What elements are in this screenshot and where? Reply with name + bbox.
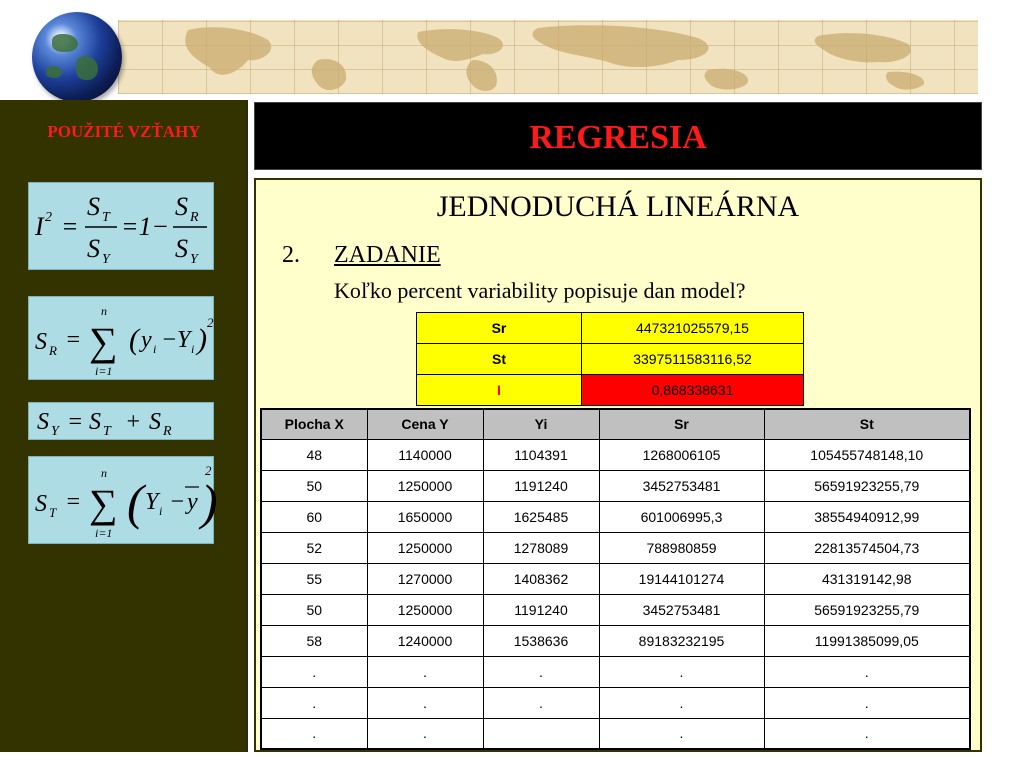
table-row — [261, 687, 970, 718]
table-cell: . — [261, 718, 367, 749]
summary-row-result — [417, 375, 804, 406]
svg-text:2: 2 — [205, 463, 212, 478]
formula-total-decomposition — [28, 402, 214, 440]
table-row — [261, 594, 970, 625]
table-cell: 1191240 — [483, 594, 599, 625]
svg-text:i=1: i=1 — [95, 364, 113, 378]
svg-text:S: S — [35, 491, 47, 517]
table-cell: 1191240 — [483, 470, 599, 501]
banner — [0, 0, 1024, 100]
table-cell: 56591923255,79 — [764, 470, 970, 501]
table-cell: 60 — [261, 501, 367, 532]
svg-text:I: I — [35, 212, 44, 241]
table-cell: 1270000 — [367, 563, 483, 594]
svg-text:=: = — [65, 327, 82, 353]
svg-text:2: 2 — [207, 315, 214, 330]
svg-text:Y: Y — [177, 327, 191, 353]
svg-text:R: R — [190, 210, 199, 225]
summary-table — [416, 312, 804, 406]
svg-text:=1−: =1− — [121, 212, 170, 241]
table-cell: . — [367, 687, 483, 718]
table-cell: 431319142,98 — [764, 563, 970, 594]
item-title: ZADANIE — [334, 242, 441, 268]
table-cell: 3452753481 — [599, 470, 764, 501]
item-number: 2. — [282, 242, 300, 268]
table-cell: . — [599, 718, 764, 749]
summary-value: 0,868338631 — [582, 375, 804, 406]
summary-label: Sr — [417, 313, 582, 344]
table-row — [261, 532, 970, 563]
table-cell: . — [599, 687, 764, 718]
table-cell: 1278089 — [483, 532, 599, 563]
column-header: Yi — [483, 409, 599, 439]
content-heading: JEDNODUCHÁ LINEÁRNA — [436, 190, 800, 223]
table-cell: 1625485 — [483, 501, 599, 532]
summary-value: 3397511583116,52 — [582, 344, 804, 375]
table-cell: 52 — [261, 532, 367, 563]
summary-label: I — [417, 375, 582, 406]
table-cell: . — [367, 656, 483, 687]
table-cell: 105455748148,10 — [764, 439, 970, 470]
formula-sidebar — [0, 100, 248, 752]
slide-title: REGRESIA — [529, 119, 707, 156]
svg-text:S: S — [89, 409, 101, 435]
svg-text:T: T — [49, 505, 57, 520]
svg-text:Y: Y — [145, 489, 159, 515]
svg-text:=: = — [67, 409, 84, 435]
svg-text:i: i — [191, 342, 195, 356]
table-cell: 788980859 — [599, 532, 764, 563]
svg-text:Y: Y — [102, 252, 110, 267]
svg-text:): ) — [197, 323, 207, 356]
svg-text:i: i — [159, 504, 163, 518]
table-cell — [483, 718, 599, 749]
content-panel — [254, 178, 982, 752]
table-cell: 3452753481 — [599, 594, 764, 625]
svg-text:R: R — [163, 424, 172, 439]
table-cell: . — [261, 656, 367, 687]
svg-text:(: ( — [129, 323, 139, 356]
formula-residual-sum — [28, 296, 214, 380]
svg-text:S: S — [149, 409, 161, 435]
table-row — [261, 656, 970, 687]
column-header: Sr — [599, 409, 764, 439]
table-cell: 19144101274 — [599, 563, 764, 594]
svg-text:(: ( — [127, 474, 144, 530]
svg-text:−: − — [161, 327, 178, 353]
table-cell: 1650000 — [367, 501, 483, 532]
sidebar-title: POUŽITÉ VZŤAHY — [47, 122, 201, 141]
table-cell: 58 — [261, 625, 367, 656]
column-header: Plocha X — [261, 409, 367, 439]
svg-text:S: S — [37, 409, 49, 435]
table-cell: . — [367, 718, 483, 749]
table-cell: 1240000 — [367, 625, 483, 656]
svg-text:−: − — [169, 489, 186, 515]
table-cell: 1268006105 — [599, 439, 764, 470]
summary-row — [417, 344, 804, 375]
table-cell: . — [764, 656, 970, 687]
table-cell: 56591923255,79 — [764, 594, 970, 625]
table-row — [261, 625, 970, 656]
svg-text:T: T — [103, 424, 111, 439]
formula-explained-sum — [28, 456, 218, 544]
svg-text:R: R — [49, 343, 57, 358]
table-cell: 1408362 — [483, 563, 599, 594]
table-cell: . — [261, 687, 367, 718]
svg-text:2: 2 — [45, 210, 52, 225]
table-row — [261, 470, 970, 501]
summary-row — [417, 313, 804, 344]
svg-text:=: = — [65, 489, 82, 515]
svg-text:∑: ∑ — [89, 481, 118, 526]
table-cell: 48 — [261, 439, 367, 470]
table-cell: . — [483, 687, 599, 718]
svg-text:T: T — [102, 210, 110, 225]
table-row — [261, 563, 970, 594]
table-row — [261, 501, 970, 532]
formula-determination-index — [28, 182, 214, 270]
svg-text:S: S — [87, 192, 100, 221]
world-map-image — [118, 20, 978, 94]
question-text: Koľko percent variability popisuje dan model? — [334, 278, 746, 303]
summary-label: St — [417, 344, 582, 375]
table-cell: 11991385099,05 — [764, 625, 970, 656]
table-cell: 1250000 — [367, 470, 483, 501]
svg-text:+: + — [125, 409, 142, 435]
svg-text:n: n — [101, 466, 107, 480]
table-cell: . — [764, 687, 970, 718]
table-header-row — [261, 409, 970, 439]
table-cell: . — [599, 656, 764, 687]
table-row — [261, 718, 970, 749]
slide-title-box — [254, 102, 982, 170]
table-cell: 1250000 — [367, 532, 483, 563]
svg-text:S: S — [175, 234, 188, 263]
table-cell: 601006995,3 — [599, 501, 764, 532]
table-cell: 50 — [261, 470, 367, 501]
svg-text:Y: Y — [51, 424, 59, 439]
table-cell: . — [483, 656, 599, 687]
svg-text:): ) — [201, 474, 218, 530]
table-cell: 38554940912,99 — [764, 501, 970, 532]
table-cell: 1538636 — [483, 625, 599, 656]
svg-text:i=1: i=1 — [95, 526, 113, 540]
svg-text:S: S — [175, 192, 188, 221]
svg-text:y: y — [187, 489, 198, 515]
svg-text:S: S — [87, 234, 100, 263]
svg-text:=: = — [61, 212, 79, 241]
table-cell: 1140000 — [367, 439, 483, 470]
svg-text:∑: ∑ — [89, 319, 118, 364]
table-cell: 22813574504,73 — [764, 532, 970, 563]
svg-text:n: n — [101, 304, 107, 318]
table-cell: 1250000 — [367, 594, 483, 625]
column-header: Cena Y — [367, 409, 483, 439]
svg-text:S: S — [35, 329, 47, 355]
svg-text:i: i — [153, 342, 157, 356]
column-header: St — [764, 409, 970, 439]
table-cell: . — [764, 718, 970, 749]
table-cell: 1104391 — [483, 439, 599, 470]
table-cell: 89183232195 — [599, 625, 764, 656]
data-table — [260, 408, 971, 750]
table-row — [261, 439, 970, 470]
svg-text:Y: Y — [190, 252, 198, 267]
globe-icon — [32, 12, 122, 102]
summary-value: 447321025579,15 — [582, 313, 804, 344]
svg-text:y: y — [141, 327, 152, 353]
table-cell: 55 — [261, 563, 367, 594]
table-cell: 50 — [261, 594, 367, 625]
